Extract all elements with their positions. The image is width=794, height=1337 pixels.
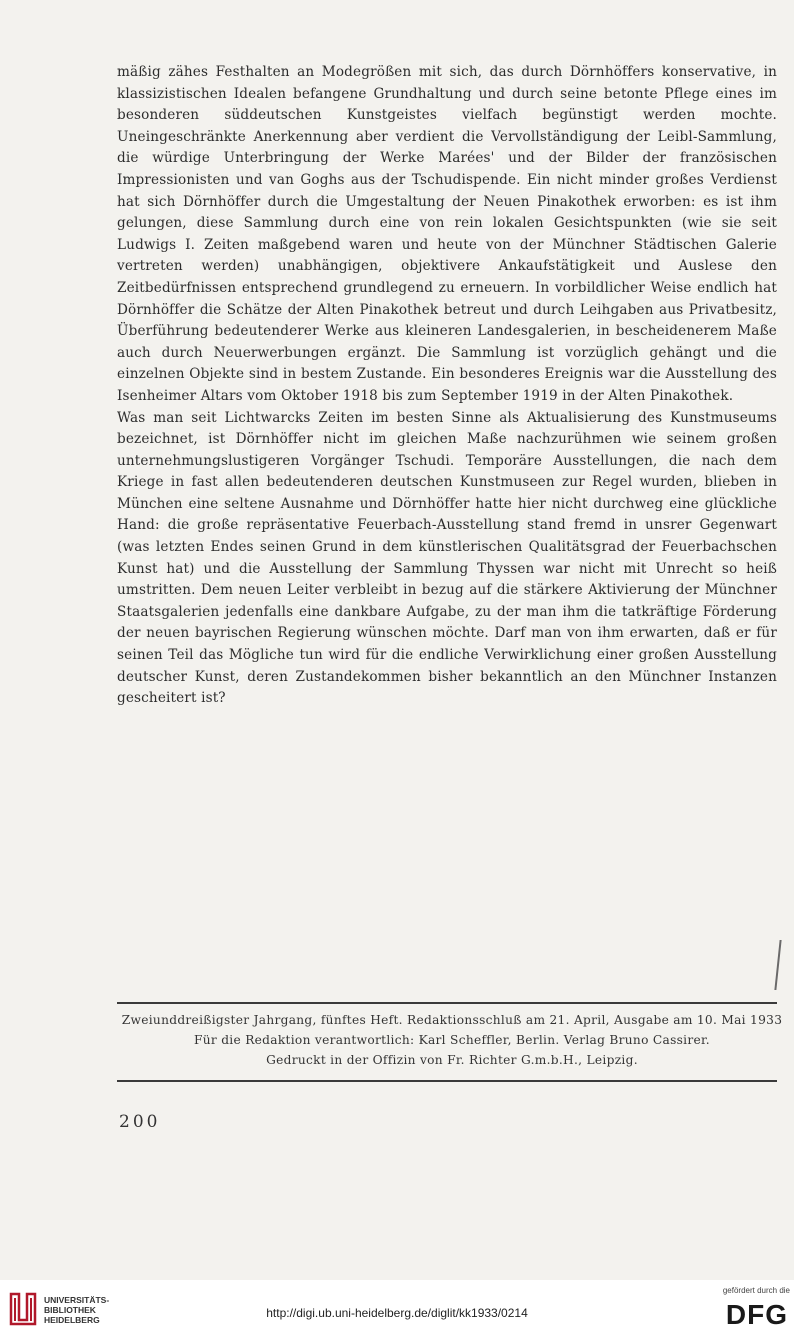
dfg-logo[interactable]: DFG (725, 1299, 788, 1330)
dfg-caption: gefördert durch die (722, 1286, 790, 1295)
library-name-line: HEIDELBERG (44, 1315, 100, 1325)
margin-mark (774, 940, 781, 990)
library-name-line: UNIVERSITÄTS- (44, 1295, 110, 1305)
imprint-rule-bottom (117, 1080, 777, 1082)
imprint-line: Für die Redaktion verantwortlich: Karl Scheffler, Berlin. Verlag Bruno Cassirer. (194, 1033, 710, 1047)
paragraph: mäßig zähes Festhalten an Modegrößen mit sich, das durch Dörnhöffers konservative, in klassizistischen Idealen befangene Grundhaltung und durch seine betonte Pflege eines im besonderen süddeutschen Kunstgeistes vielfach begünstigt werden mochte. Uneingeschränkte Anerkennung aber verdient die Vervollständigung der Leibl-Sammlung, die würdige Unterbringung der Werke Marées' und der Bilder der französischen Impressionisten und van Goghs aus der Tschudispende. Ein nicht minder großes Verdienst hat sich Dörnhöffer durch die Umgestaltung der Neuen Pinakothek erworben: es ist ihm gelungen, diese Sammlung durch eine von rein lokalen Gesichtspunkten (wie sie seit Ludwigs I. Zeiten maßgebend waren und heute von der Münchner Städtischen Galerie vertreten werden) unabhängigen, objektivere Ankaufstätigkeit und Auslese den Zeitbedürfnissen entsprechend grundlegend zu erneuern. In vorbildlicher Weise endlich hat Dörnhöffer die Schätze der Alten Pinakothek betreut und durch Leihgaben aus Privatbesitz, Überführung bedeutenderer Werke aus kleineren Landesgalerien, in bescheidenerem Maße auch durch Neuerwerbungen ergänzt. Die Sammlung ist vorzüglich gehängt und die einzelnen Objekte sind in bestem Zustande. Ein besonderes Ereignis war die Ausstellung des Isenheimer Altars vom Oktober 1918 bis zum September 1919 in der Alten Pinakothek. (117, 64, 777, 404)
imprint-rule-top (117, 1002, 777, 1004)
paragraph: Was man seit Lichtwarcks Zeiten im besten Sinne als Aktualisierung des Kunstmuseums bezeichnet, ist Dörnhöffer nicht im gleichen Maße nachzurühmen wie seinem großen unternehmungslustigeren Vorgänger Tschudi. Temporäre Ausstellungen, die nach dem Kriege in fast allen bedeutenderen deutschen Kunstmuseen zur Regel wurden, blieben in München eine seltene Ausnahme und Dörnhöffer hatte hier nicht durchweg eine glückliche Hand: die große repräsentative Feuerbach-Ausstellung stand fremd in unsrer Gegenwart (was letzten Endes seinen Grund in dem künstlerischen Qualitätsgrad der Feuerbachschen Kunst hat) und die Ausstellung der Sammlung Thyssen war nicht mit Unrecht so heiß umstritten. Dem neuen Leiter verbleibt in bezug auf die stärkere Aktivierung der Münchner Staatsgalerien jedenfalls eine dankbare Aufgabe, zu der man ihm die tatkräftige Förderung der neuen bayrischen Regierung wünschen möchte. Darf man von ihm erwarten, daß er für seinen Teil das Mögliche tun wird für die endliche Verwirklichung einer großen Ausstellung deutscher Kunst, deren Zustandekommen bisher bekanntlich an den Münchner Instanzen gescheitert ist? (117, 409, 777, 707)
imprint-line: Gedruckt in der Offizin von Fr. Richter G.m.b.H., Leipzig. (266, 1053, 638, 1067)
source-url-link[interactable]: http://digi.ub.uni-heidelberg.de/diglit/kk1933/0214 (266, 1306, 528, 1320)
imprint-line: Zweiunddreißigster Jahrgang, fünftes Heft. Redaktionsschluß am 21. April, Ausgabe am 10. Mai 1933 (121, 1013, 783, 1027)
library-name-line: BIBLIOTHEK (44, 1305, 96, 1315)
imprint-block (117, 1010, 787, 1070)
page-number: 200 (119, 1112, 161, 1132)
article-body (117, 62, 777, 710)
